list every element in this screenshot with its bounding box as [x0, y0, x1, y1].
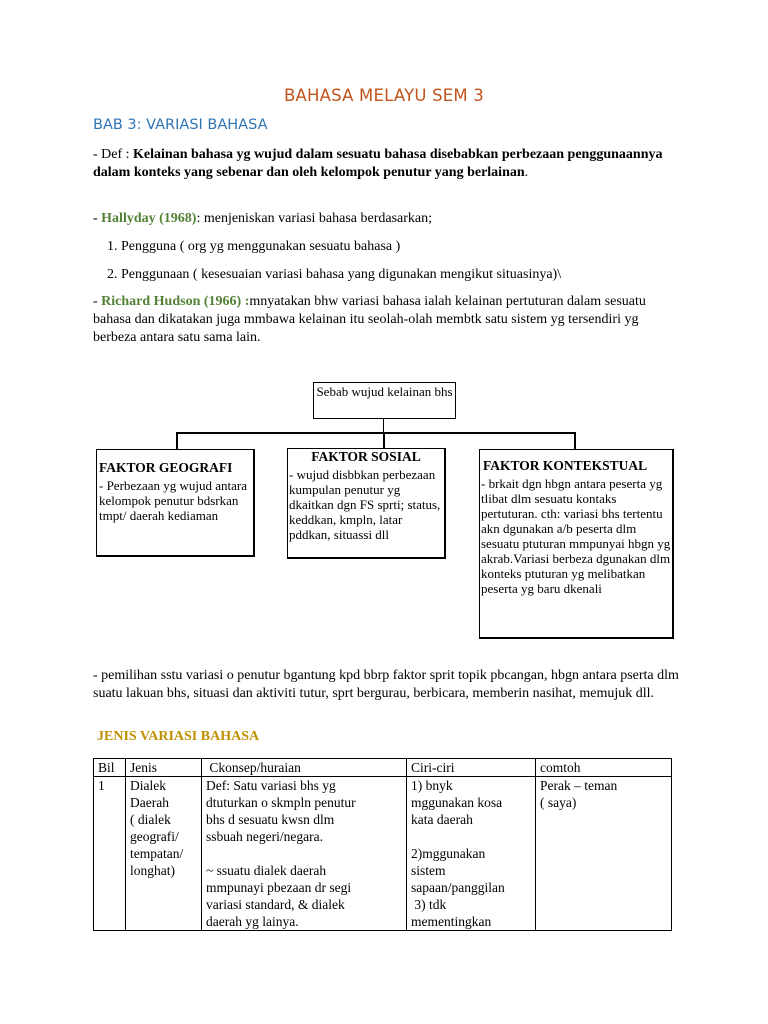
faktor-geografi-box [96, 449, 255, 557]
table-cell-ciri [407, 777, 536, 931]
faktor-kontekstual-title: FAKTOR KONTEKSTUAL [483, 458, 648, 473]
cell-line: Daerah [130, 795, 169, 810]
cell-line: mementingkan [411, 914, 492, 929]
hallyday-text: : menjeniskan variasi bahasa berdasarkan; [196, 211, 433, 226]
faktor-sosial-text: - wujud disbbkan perbezaan kumpulan penutur yg dkaitkan dgn FS sprti; status, keddkan, kmpln, latar pddkan, situassi dll [289, 467, 441, 542]
table-header-cell: Ckonsep/huraian [202, 759, 407, 777]
connector-line [574, 432, 576, 449]
table-header-cell: Ciri-ciri [407, 759, 536, 777]
faktor-geografi-text: - Perbezaan yg wujud antara kelompok penutur bdsrkan tmpt/ daerah kediaman [99, 478, 247, 523]
cell-line: dtuturkan o skmpln penutur [206, 795, 356, 810]
hallyday-paragraph [93, 210, 683, 228]
table-cell-contoh [536, 777, 672, 931]
faktor-sosial-box [287, 448, 446, 559]
hudson-name: Richard Hudson (1966) : [101, 294, 250, 309]
cell-line-blank [411, 828, 531, 845]
cell-line: Def: Satu variasi bhs yg [206, 778, 336, 793]
cell-line: 3) tdk [411, 897, 447, 912]
list-item: 1. Pengguna ( org yg menggunakan sesuatu bahasa ) [107, 239, 401, 254]
table-row [94, 777, 672, 931]
jenis-heading: JENIS VARIASI BAHASA [97, 729, 260, 744]
connector-line [383, 419, 384, 432]
table-cell-bil: 1 [94, 777, 126, 931]
cell-line: sistem [411, 863, 446, 878]
connector-line [176, 432, 178, 449]
faktor-kontekstual-box [479, 449, 674, 639]
cell-line: mggunakan kosa [411, 795, 503, 810]
faktor-sosial-title: FAKTOR SOSIAL [311, 449, 421, 464]
definition-suffix: . [524, 165, 529, 180]
hudson-dash: - [93, 294, 102, 309]
table-header-cell: comtoh [536, 759, 672, 777]
variasi-table [93, 758, 672, 931]
table-cell-jenis [126, 777, 202, 931]
hallyday-dash: - [93, 211, 102, 226]
definition-paragraph [93, 146, 683, 182]
cell-line: geografi/ [130, 829, 179, 844]
cell-line: kata daerah [411, 812, 473, 827]
cell-line: Perak – teman [540, 778, 618, 793]
cell-line: ( dialek [130, 812, 171, 827]
table-cell-konsep [202, 777, 407, 931]
table-header-cell: Jenis [126, 759, 202, 777]
table-header-cell: Bil [94, 759, 126, 777]
hudson-text: mnyatakan bhw variasi bahasa ialah kelainan pertuturan dalam sesuatu bahasa dan dikatakan juga mmbawa kelainan itu seolah-olah membtk satu sistem yg tersendiri yg berbeza antara satu sama lain. [93, 294, 646, 345]
cell-line: ~ ssuatu dialek daerah [206, 863, 327, 878]
cell-line: 1) bnyk [411, 778, 453, 793]
cell-line: 2)mggunakan [411, 846, 486, 861]
hudson-paragraph [93, 293, 683, 347]
cell-line: longhat) [130, 863, 175, 878]
definition-prefix: - Def : [93, 147, 134, 162]
cell-line: sapaan/panggilan [411, 880, 505, 895]
cell-line: mmpunayi pbezaan dr segi [206, 880, 352, 895]
cell-line: ( saya) [540, 795, 577, 810]
cell-line-blank [206, 845, 402, 862]
cell-line: daerah yg lainya. [206, 914, 299, 929]
faktor-kontekstual-text: - brkait dgn hbgn antara peserta yg tlibat dlm sesuatu kontaks pertuturan. cth: variasi bhs tertentu akn dgunakan a/b peserta dlm sesuatu ptuturan mmpunyai hbgn yg akrab.Variasi berbeza dgunakan dlm konteks ptuturan yg melibatkan peserta yg baru dkenali [481, 476, 671, 596]
definition-text: Kelainan bahasa yg wujud dalam sesuatu bahasa disebabkan perbezaan penggunaannya dalam konteks yang sebenar dan oleh kelompok penutur yang berlainan [93, 147, 663, 180]
pemilihan-paragraph: - pemilihan sstu variasi o penutur bgantung kpd bbrp faktor sprit topik pbcangan, hbgn antara pserta dlm suatu lakuan bhs, situasi dan aktiviti tutur, sprt bergurau, berbicara, memberin nasihat, memujuk dll. [93, 668, 679, 701]
faktor-geografi-title: FAKTOR GEOGRAFI [99, 460, 233, 475]
cell-line: bhs d sesuatu kwsn dlm [206, 812, 335, 827]
cell-line: ssbuah negeri/negara. [206, 829, 323, 844]
table-header-row [94, 759, 672, 777]
cell-line: tempatan/ [130, 846, 184, 861]
chapter-heading: BAB 3: VARIASI BAHASA [93, 117, 268, 133]
diagram-root-box [313, 382, 456, 419]
diagram-root-text: Sebab wujud kelainan bhs [316, 384, 453, 399]
list-item: 2. Penggunaan ( kesesuaian variasi bahasa yang digunakan mengikut situasinya)\ [107, 267, 562, 282]
connector-line [383, 432, 385, 448]
hallyday-name: Hallyday (1968) [101, 211, 197, 226]
cell-line: Dialek [130, 778, 166, 793]
connector-line [176, 432, 576, 434]
cell-line: variasi standard, & dialek [206, 897, 345, 912]
page-title: BAHASA MELAYU SEM 3 [284, 86, 484, 105]
